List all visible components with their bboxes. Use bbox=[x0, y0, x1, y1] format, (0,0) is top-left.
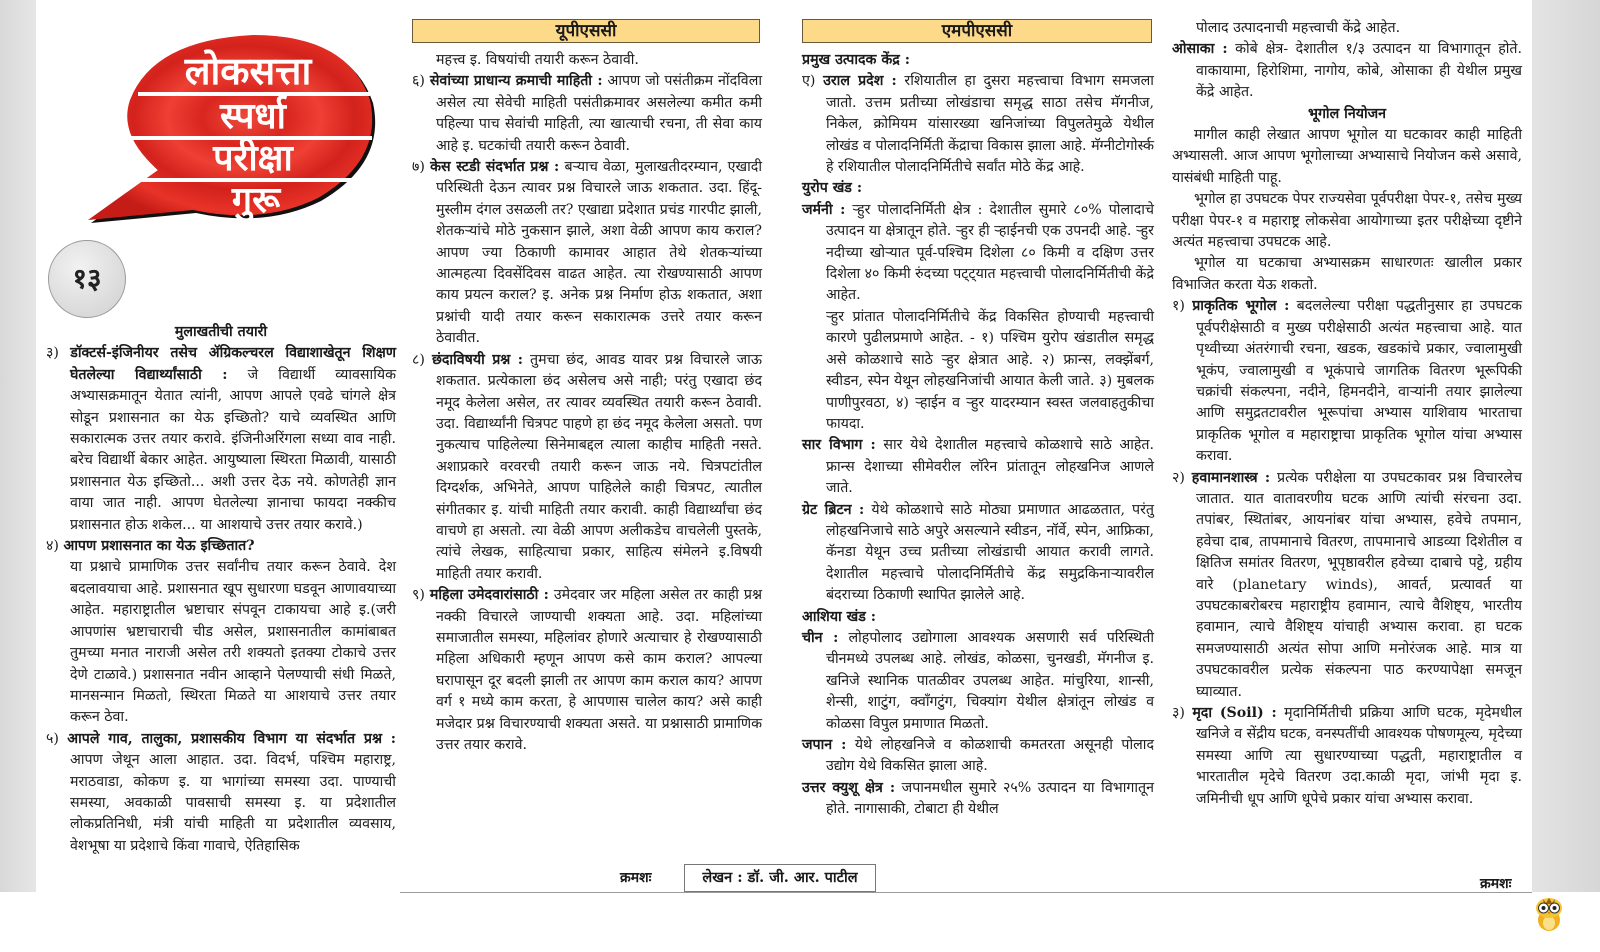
paragraph: ऱ्हुर प्रांतात पोलादनिर्मितीचे केंद्र विकसित होण्याची महत्त्वाची कारणे पुढीलप्रमाणे आहेत. - १) पश्चिम युरोप खंडातील समृद्ध असे कोळशाचे साठे ऱ्हुर क्षेत्रात आहे. २) फ्रान्स, लक्झेंबर्ग, स्वीडन, स्पेन येथून लोहखनिजांची आयात केली जाते. ३) मुबलक पाणीपुरवठा, ४) ऱ्हाईन व ऱ्हुर यादरम्यान स्वस्त जलवाहतुकीचा फायदा. bbox=[826, 308, 1154, 432]
item-body: बदललेल्या परीक्षा पद्धतीनुसार हा उपघटक पूर्वपरीक्षेसाठी व मुख्य परीक्षेसाठी अत्यंत महत्त्वाचा आहे. यात पृथ्वीच्या अंतरंगाची रचना, खडक, खडकांचे प्रकार, ज्वालामुखी भूकंप, ज्वालामुखी व भूकंपाचे जागतिक वितरण भूरूपिकी चक्रांची संकल्पना, नदीने, हिमनदीने, वाऱ्यांनी तयार झालेल्या आणि समुद्रतटावरील भूरूपांचा अभ्यास याशिवाय भारताचा प्राकृतिक भूगोल व महाराष्ट्राचा प्राकृतिक भूगोल यांचा अभ्यास करावा. bbox=[1196, 298, 1522, 465]
continued-label: क्रमशः bbox=[620, 870, 652, 886]
item-number: ७) bbox=[412, 159, 425, 176]
item-body: आपण जो पसंतीक्रम नोंदविला असेल त्या सेवेची माहिती पसंतीक्रमावर असलेल्या कमीत कमी पहिल्या पाच सेवांची माहिती, त्या खात्याची रचना, ती सेवा काय आहे इ. घटकांची तयारी करून ठेवावी. bbox=[436, 73, 762, 154]
entry-body: ऱ्हुर पोलादनिर्मिती क्षेत्र : देशातील सुमारे ८०% पोलादाचे उत्पादन या क्षेत्रातून होते. ऱ्हुर ही ऱ्हाईनची एक उपनदी आहे. ऱ्हुर नदीच्या खोऱ्यात पूर्व-पश्चिम दिशेला ८० किमी व दक्षिण उत्तर दिशेला ४० किमी रुंदच्या पट्ट्यात महत्त्वाची पोलादनिर्मितीची केंद्रे आहेत. bbox=[826, 201, 1154, 304]
owl-mascot-icon bbox=[1534, 896, 1564, 932]
item-number: ४) bbox=[46, 538, 59, 555]
list-item bbox=[46, 536, 396, 557]
list-item bbox=[802, 71, 1154, 178]
item-body: आपण जेथून आला आहात. उदा. विदर्भ, पश्चिम महाराष्ट्र, मराठवाडा, कोकण इ. या भागांच्या समस्या उदा. पाण्याची समस्या, अवकाळी पावसाची समस्या इ. या प्रदेशातील लोकप्रतिनिधी, मंत्री यांची माहिती या प्रदेशातील व्यवसाय, वेशभूषा या प्रदेशाचे किंवा गावाचे, ऐतिहासिक bbox=[70, 752, 396, 854]
subheading: युरोप खंड : bbox=[802, 180, 863, 197]
paragraph: या प्रश्नाचे प्रामाणिक उत्तर सर्वांनीच तयार करून ठेवावे. देश बदलावयाचा आहे. प्रशासनात खूप सुधारणा घडवून आणावयाच्या आहेत. महाराष्ट्रातील भ्रष्टाचार संपवून टाकायचा आहे इ.(जरी आपणांस भ्रष्टाचाराची चीड असेल, प्रशासनातील कामांबाबत तुमच्या मनात नाराजी असेल तरी शक्यतो इतक्या टोकाचे उत्तर देणे टाळावे.) प्रशासनात नवीन आव्हाने पेलण्याची संधी मिळते, मानसन्मान मिळतो, स्थिरता मिळते या आशयाचे उत्तर तयार करून ठेवा. bbox=[70, 559, 396, 726]
item-body: मृदानिर्मितीची प्रक्रिया आणि घटक, मृदेमधील खनिजे व सेंद्रीय घटक, वनस्पतींची आवश्यक पोषणमूल्य, मृदेच्या समस्या आणि त्या सुधारण्याच्या पद्धती, महाराष्ट्रातील व भारतातील मृदेचे वितरण उदा.काळी मृदा, जांभी मृदा इ. जमिनीची धूप आणि धूपेचे प्रकार यांचा अभ्यास करावा. bbox=[1196, 705, 1522, 807]
entry-body: येथे कोळशाचे साठे मोठ्या प्रमाणात आढळतात, परंतु लोहखनिजाचे साठे अपुरे असल्याने स्वीडन, नॉर्वे, स्पेन, आफ्रिका, कॅनडा येथून उच्च प्रतीच्या लोखंडाची आयात करावी लागते. देशातील महत्त्वाचे पोलादनिर्मितीचे केंद्र समुद्रकिनाऱ्यावरील बंदराच्या ठिकाणी स्थापित झालेले आहे. bbox=[826, 501, 1155, 604]
paragraph: पोलाद उत्पादनाची महत्त्वाची केंद्रे आहेत. bbox=[1196, 20, 1401, 36]
item-heading: केस स्टडी संदर्भात प्रश्न : bbox=[430, 159, 560, 176]
section-header-upsc: यूपीएससी bbox=[412, 19, 760, 43]
entry-body: सार येथे देशातील महत्त्वाचे कोळशाचे साठे आहेत. फ्रान्स देशाच्या सीमेवरील लॉरेन प्रांतातून लोहखनिज आणले जाते. bbox=[826, 437, 1154, 497]
list-item bbox=[46, 343, 396, 536]
article-column-2 bbox=[412, 50, 762, 756]
list-item bbox=[412, 71, 762, 157]
item-heading: छंदाविषयी प्रश्न : bbox=[431, 351, 523, 368]
item-body: उमेदवार जर महिला असेल तर काही प्रश्न नक्की विचारले जाण्याची शक्यता आहे. उदा. महिलांच्या समाजातील समस्या, महिलांवर होणारे अत्याचार हे रोखण्यासाठी महिला अधिकारी म्हणून आपण कसे काम कराल? आपल्या घरापासून दूर बदली झाली तर आपण काम कराल काय? आपण वर्ग १ मध्ये काम करता, हे आपणास चालेल काय? असे काही मजेदार प्रश्न विचारण्याची शक्यता असते. या प्रश्नासाठी प्रामाणिक उत्तर तयार करावे. bbox=[436, 587, 762, 753]
entry-body: कोबे क्षेत्र- देशातील १/३ उत्पादन या विभागातून होते. वाकायामा, हिरोशिमा, नागोय, कोबे, ओसाका ही येथील प्रमुख केंद्रे आहेत. bbox=[1196, 41, 1522, 101]
list-item bbox=[412, 585, 762, 756]
item-heading: प्राकृतिक भूगोल : bbox=[1192, 298, 1290, 315]
item-number: २) bbox=[1172, 469, 1185, 486]
item-heading: उराल प्रदेश : bbox=[823, 73, 897, 90]
entry bbox=[802, 628, 1154, 735]
item-heading: डॉक्टर्स-इंजिनीयर तसेच ॲग्रिकल्चरल विद्याशाखेतून शिक्षण घेतलेल्या विद्यार्थ्यांसाठी : bbox=[70, 345, 396, 383]
item-body: बऱ्याच वेळा, मुलाखतीदरम्यान, एखादी परिस्थिती देऊन त्यावर प्रश्न विचारले जाऊ शकतात. उदा. हिंदू-मुस्लीम दंगल उसळली तर? एखाद्या प्रदेशात प्रचंड गारपीट झाली, शेतकऱ्यांचे मोठे नुकसान झाले, अशा वेळी आपण काय कराल? आपण ज्या ठिकाणी कामावर आहात तेथे शेतकऱ्यांच्या आत्महत्या दिवसेंदिवस वाढत आहेत. त्या रोखण्यासाठी आपण काय प्रयत्न कराल? इ. अनेक प्रश्न निर्माण होऊ शकतात, अशा प्रश्नांची यादी तयार करून सकारात्मक उत्तरे तयार करून ठेवावीत. bbox=[436, 159, 762, 347]
entry bbox=[802, 735, 1154, 778]
loksatta-speech-bubble-logo bbox=[48, 20, 388, 240]
section-header-mpsc: एमपीएससी bbox=[802, 19, 1152, 43]
item-heading: मृदा (Soil) : bbox=[1192, 705, 1277, 721]
logo-line-1: लोकसत्ता bbox=[184, 49, 312, 93]
entry-heading: चीन : bbox=[802, 629, 839, 646]
entry bbox=[802, 778, 1154, 821]
logo-line-4: गुरू bbox=[231, 180, 281, 221]
entry bbox=[802, 435, 1154, 499]
entry-body: येथे लोहखनिजे व कोळशाची कमतरता असूनही पोलाद उद्योग येथे विकसित झाला आहे. bbox=[826, 737, 1154, 775]
continued-label: क्रमशः bbox=[1480, 876, 1512, 892]
item-body: प्रत्येक परीक्षेला या उपघटकावर प्रश्न विचारलेच जातात. यात वातावरणीय घटक आणि त्यांची संरचना उदा. तपांबर, स्थितांबर, आयनांबर यांचा अभ्यास, हवेचे तपमान, हवेचा दाब, तापमानाचे वितरण, तापमानाचे आडव्या दिशेतील व क्षितिज समांतर वितरण, भूपृष्ठावरील हवेच्या दाबाचे पट्टे, ग्रहीय वारे (planetary winds), आवर्त, प्रत्यावर्त या उपघटकाबरोबरच महाराष्ट्रीय हवामान, त्याचे वैशिष्ट्य, भारतीय हवामान, त्याचे वैशिष्ट्य यांचाही अभ्यास करावा. हा घटक समजण्यासाठी अत्यंत सोपा आणि मनोरंजक आहे. मात्र या उपघटकावरील प्रत्येक संकल्पना पाठ करण्यापेक्षा समजून घ्याव्यात. bbox=[1196, 469, 1522, 700]
list-item bbox=[412, 350, 762, 585]
paragraph: मागील काही लेखात आपण भूगोल या घटकावर काही माहिती अभ्यासली. आज आपण भूगोलाच्या अभ्यासाचे नियोजन कसे असावे, यासंबंधी माहिती पाहू. bbox=[1172, 127, 1522, 186]
entry-heading: जपान : bbox=[802, 737, 847, 753]
item-number: ९) bbox=[412, 587, 425, 604]
item-number: ए) bbox=[802, 73, 816, 90]
item-number: ८) bbox=[412, 351, 425, 368]
subheading: प्रमुख उत्पादक केंद्र : bbox=[802, 52, 910, 68]
item-heading: सेवांच्या प्राधान्य क्रमाची माहिती : bbox=[429, 73, 603, 90]
list-item bbox=[46, 729, 396, 857]
list-item bbox=[1172, 468, 1522, 703]
item-heading: आपले गाव, तालुका, प्रशासकीय विभाग या संदर्भात प्रश्न : bbox=[67, 730, 396, 747]
list-item bbox=[1172, 296, 1522, 467]
item-number: ३) bbox=[46, 345, 59, 362]
item-number: ६) bbox=[412, 73, 425, 90]
entry-heading: सार विभाग : bbox=[802, 437, 876, 454]
item-number: १) bbox=[1172, 298, 1185, 315]
article-column-4 bbox=[1172, 18, 1522, 810]
item-body: रशियातील हा दुसरा महत्त्वाचा विभाग समजला जातो. उत्तम प्रतीच्या लोखंडाचा समृद्ध साठा तसेच मॅगनीज, निकेल, क्रोमियम यांसारख्या खनिजांच्या विपुलतेमुळे येथील लोखंड व पोलादनिर्मिती केंद्राचा विकास झाला आहे. मॅग्नीटोगोर्स्क हे रशियातील पोलादनिर्मितीचे सर्वांत मोठे केंद्र आहे. bbox=[826, 73, 1154, 176]
author-byline: लेखन : डॉ. जी. आर. पाटील bbox=[684, 864, 876, 892]
entry bbox=[802, 500, 1154, 607]
entry-body: जपानमधील सुमारे २५% उत्पादन या विभागातून होते. नागासाकी, टोबाटा ही येथील bbox=[826, 779, 1155, 818]
issue-number-badge: १३ bbox=[48, 240, 126, 318]
logo-line-3: परीक्षा bbox=[213, 138, 293, 179]
entry-body: लोहपोलाद उद्योगाला आवश्यक असणारी सर्व परिस्थिती चीनमध्ये उपलब्ध आहे. लोखंड, कोळसा, चुनखडी, मॅगनीज इ. खनिजे स्थानिक पातळीवर उपलब्ध आहेत. मांचुरिया, शान्सी, शेन्सी, शाटुंग, क्वॉंगटुंग, चिक्यांग येथील क्षेत्रांतून लोखंड व कोळसा विपुल प्रमाणात मिळतो. bbox=[826, 629, 1154, 732]
bottom-divider bbox=[400, 892, 1532, 893]
item-heading: हवामानशास्त्र : bbox=[1191, 469, 1271, 486]
list-item bbox=[1172, 703, 1522, 810]
logo-line-2: स्पर्धा bbox=[220, 96, 286, 137]
paragraph: भूगोल या घटकाचा अभ्यासक्रम साधारणतः खालील प्रकार विभाजित करता येऊ शकतो. bbox=[1172, 255, 1522, 293]
item-body: जे विद्यार्थी व्यावसायिक अभ्यासक्रमातून येतात त्यांनी, आपण आपले एवढे चांगले क्षेत्र सोडून प्रशासनात का येऊ इच्छितो? याचे व्यवस्थित आणि सकारात्मक उत्तर तयार करावे. इंजिनीअरिंगला सध्या वाव नाही. बरेच विद्यार्थी बेकार आहेत. आयुष्याला स्थिरता मिळावी, यासाठी प्रशासनात येऊ इच्छितो... अशी उत्तर देऊ नये. कोणतेही ज्ञान वाया जात नाही. आपण घेतलेल्या ज्ञानाचा फायदा नक्कीच प्रशासनात होऊ शकेल... या आशयाचे उत्तर तयार करावे.) bbox=[70, 366, 396, 533]
subheading: आशिया खंड : bbox=[802, 608, 877, 625]
entry-heading: ग्रेट ब्रिटन : bbox=[802, 501, 865, 518]
entry bbox=[1172, 39, 1522, 103]
page-margin-left bbox=[0, 0, 36, 892]
list-item bbox=[412, 157, 762, 350]
paragraph: महत्त्व इ. विषयांची तयारी करून ठेवावी. bbox=[436, 52, 639, 68]
article-column-1 bbox=[46, 322, 396, 857]
entry-heading: ओसाका : bbox=[1172, 41, 1228, 58]
entry-heading: जर्मनी : bbox=[802, 201, 846, 218]
article-column-3 bbox=[802, 50, 1154, 821]
section-title-geography-planning: भूगोल नियोजन bbox=[1307, 105, 1387, 122]
page-margin-right bbox=[1532, 0, 1600, 892]
paragraph: भूगोल हा उपघटक पेपर राज्यसेवा पूर्वपरीक्षा पेपर-१, तसेच मुख्य परीक्षा पेपर-१ व महाराष्ट्र लोकसेवा आयोगाच्या इतर परीक्षेच्या दृष्टीने अत्यंत महत्त्वाचा उपघटक आहे. bbox=[1172, 191, 1522, 251]
item-body: तुमचा छंद, आवड यावर प्रश्न विचारले जाऊ शकतात. प्रत्येकाला छंद असेलच असे नाही; परंतु एखादा छंद नमूद केलेला असेल, तर त्यावर व्यवस्थित तयारी करून ठेवावी. उदा. विद्यार्थ्यांनी चित्रपट पाहणे हा छंद नमूद केलेला असतो. पण नुकत्याच पाहिलेल्या सिनेमाबद्दल त्याला काहीच माहिती नसते. अशाप्रकारे वरवरची तयारी करून जाऊ नये. चित्रपटांतील दिग्दर्शक, अभिनेते, आपण पाहिलेले काही चित्रपट, त्यातील संगीतकार इ. यांची माहिती तयार करावी. काही विद्यार्थ्यांचा छंद वाचणे हा असतो. त्या वेळी आपण अलीकडेच वाचलेली पुस्तके, त्यांचे लेखक, साहित्याचा प्रकार, साहित्य संमेलने इ.विषयी माहिती तयार करावी. bbox=[436, 351, 762, 582]
entry bbox=[802, 200, 1154, 307]
article-title: मुलाखतीची तयारी bbox=[174, 324, 268, 340]
entry-heading: उत्तर क्युशू क्षेत्र : bbox=[802, 779, 896, 796]
item-number: ५) bbox=[46, 730, 59, 747]
item-heading: महिला उमेदवारांसाठी : bbox=[429, 587, 549, 604]
item-heading: आपण प्रशासनात का येऊ इच्छितात? bbox=[63, 538, 255, 555]
item-number: ३) bbox=[1172, 705, 1185, 721]
